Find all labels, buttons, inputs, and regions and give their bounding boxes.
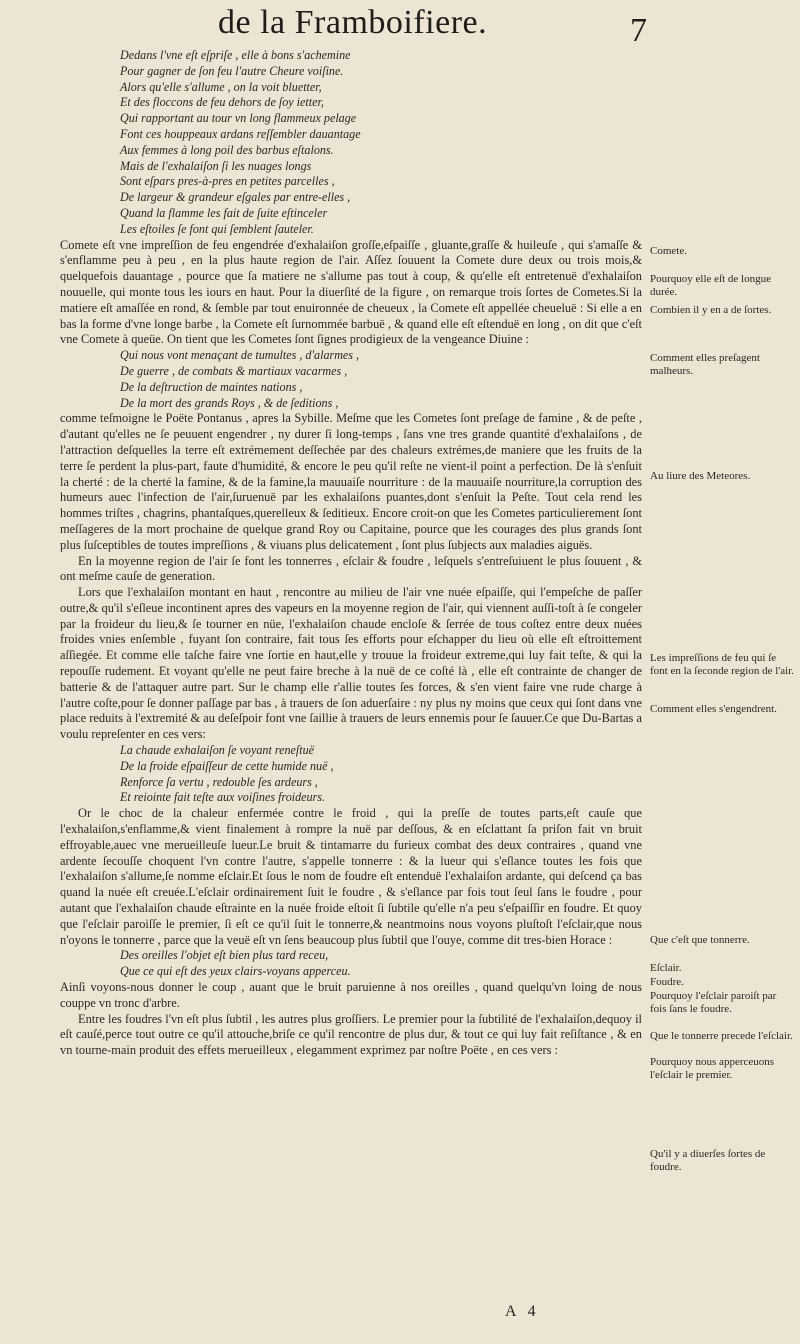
verse-line: Des oreilles l'objet eſt bien plus tard receu,: [120, 948, 329, 963]
margin-note: Qu'il y a diuerſes ſortes de foudre.: [650, 1148, 766, 1173]
margin-note: Comment elles s'engendrent.: [650, 703, 777, 715]
margin-note: Les impreſſions de feu qui ſe font en la ſeconde region de l'air.: [650, 652, 795, 677]
paragraph-exhalaison: Lors que l'exhalaiſon montant en haut , rencontre au milieu de l'air vne nuée eſpaiſſe, qui l'empeſche de paſſer outre,& qu'il s'eſleue incontinent apres des vapeurs en la moyenne region de l'air, qui viennent auſſi-toſt à ſe congeler par la froideur du lieu,& ſe tourner en nüe, l'exhalaiſon chaude encloſe & ſerrée de tous coſtez entre deux nuées froides vnies enſemble , fuyant ſon contraire, fait tous ſes efforts pour eſchapper du lieu où elle eſt eſtroittement aſſiegée. Et comme elle taſche faire vne ſortie en haut,elle y trouue la froideur extreme,qui luy fait teſte, & qui la repouſſe rudement. Et voyant qu'elle ne peut faire breche à la nuë de ce coſté là , elle eſt contrainte de changer de batterie & de l'attaquer autre part. Sur le champ elle r'allie toutes ſes forces, & s'en vient faire vne rude charge à l'autre coſte,pour ſe donner paſſage par bas , à trauers de ſon aduerſaire : ny plus ny moins que ceux qui ſont dans vne place reduits à l'extremité & au deſeſpoir font vne ſaillie à trauers de leurs ennemis pour ſe ſauuer.Ce que Du-Bartas a voulu repreſenter en ces vers:: [60, 585, 642, 742]
margin-note: Comment elles preſagent malheurs.: [650, 352, 760, 377]
verse-line: De la deſtruction de maintes nations ,: [120, 379, 303, 394]
verse-line: De la froide eſpaiſſeur de cette humide nuë ,: [120, 758, 334, 773]
verse-line: Les eſtoiles ſe font qui ſemblent ſauteler.: [120, 221, 314, 236]
running-header: de la Framboifiere.: [218, 4, 488, 41]
margin-note: Comete.: [650, 245, 687, 257]
margin-note: Combien il y en a de ſortes.: [650, 304, 772, 316]
verse-line: Dedans l'vne eſt eſpriſe , elle à bons s'achemine: [120, 48, 351, 62]
margin-note: Foudre.: [650, 976, 684, 988]
verse-line: La chaude exhalaiſon ſe voyant reneſtuë: [120, 743, 315, 758]
verse-line: De la mort des grands Roys , & de ſeditions ,: [120, 395, 339, 410]
margin-note: Que c'eſt que tonnerre.: [650, 934, 750, 946]
margin-note: Eſclair.: [650, 962, 682, 974]
margin-note: Pourquoy nous apperceuons l'eſclair le premier.: [650, 1056, 775, 1081]
verse-line: Qui rapportant au tour vn long flammeux pelage: [120, 111, 357, 126]
verse-line: Quand la flamme les fait de ſuite eſtinceler: [120, 205, 328, 220]
paragraph-foudres: Entre les foudres l'vn eſt plus ſubtil , les autres plus groſſiers. Le premier pour la ſubtilité de l'exhalaiſon,dequoy il eſt cauſé,perce tout outre ce qu'il attouche,briſe ce qu'il rencontre de plus dur, & tout ce qui luy fait reſiſtance , & en vn tourne-main produit des effets merueilleux , elegamment exprimez par noſtre Poëte , en ces vers :: [60, 1011, 642, 1058]
verse-line: De guerre , de combats & martiaux vacarmes ,: [120, 363, 348, 378]
margin-note: Que le tonnerre precede l'eſclair.: [650, 1030, 793, 1042]
page-number: 7: [630, 12, 647, 49]
verse-line: Mais de l'exhalaiſon ſi les nuages longs: [120, 158, 312, 173]
verse-line: Aux femmes à long poil des barbus eſtalons.: [120, 142, 334, 157]
verse-line: Et reiointe fait teſte aux voiſines froideurs.: [120, 790, 325, 805]
paragraph-moyenne-region: En la moyenne region de l'air ſe font les tonnerres , eſclair & foudre , leſquels s'entreſuiuent le plus ſouuent , & ont meſme cauſe de generation.: [60, 553, 642, 584]
verse-line: Et des floccons de feu dehors de ſoy ietter,: [120, 95, 324, 110]
paragraph-tonnerre: Or le choc de la chaleur enfermée contre le froid , qui la preſſe de toutes parts,eſt cauſe que l'exhalaiſon,s'enflamme,& vient finalement à rompre la nuë par deſſous, & en eſclattant ſa priſon fait vn bruit effroyable,auec vne merueilleuſe lueur.Le bruit & tintamarre du furieux combat des deux contraires , quand vne ardente ſecouſſe choquent l'vn contre l'autre, s'appelle tonnerre : & la lueur qui s'eſlance toutes les fois que l'exhalaiſon s'allume,ſe nomme eſclair.Et ſous le nom de foudre eſt entenduë l'exhalaiſon ardante, qui deſcend ça bas quand la nuée eſt creuée.L'eſclair ordinairement ſuit le foudre , & s'eſlance par fois tout ſeul ſans le foudre , pour autant que l'exhalaiſon chaude eſtrainte en la nuée froide eſtoit ſi ſubtile qu'elle n'a peu s'eſpaiſſir en foudre. Et quoy que l'eſclair paroiſſe le premier, ſi eſt ce qu'il ſuit le tonnerre,& neantmoins nous voyons pluſtoſt l'eſclair,que nous n'oyons le tonnerre , parce que la veuë eſt vn ſens beaucoup plus ſubtil que l'ouye, comme dit tres-bien Horace :: [60, 806, 642, 947]
paragraph-ainsi: Ainſi voyons-nous donner le coup , auant que le bruit paruienne à nos oreilles , quand quelqu'vn loing de nous couppe vn tronc d'arbre.: [60, 980, 642, 1010]
verse-line: Que ce qui eſt des yeux clairs-voyans apperceu.: [120, 964, 351, 979]
verse-line: Sont eſpars pres-à-pres en petites parcelles ,: [120, 174, 335, 189]
margin-note: Pourquoy elle eſt de longue durée.: [650, 273, 771, 298]
margin-note: Au liure des Meteores.: [650, 470, 751, 482]
verse-line: De largeur & grandeur eſgales par entre-elles ,: [120, 190, 351, 205]
verse-line: Qui nous vont menaçant de tumultes , d'alarmes ,: [120, 348, 360, 363]
verse-line: Renforce ſa vertu , redouble ſes ardeurs ,: [120, 774, 318, 789]
signature-mark: A 4: [505, 1303, 540, 1320]
verse-line: Font ces houppeaux ardans reſſembler dauantage: [120, 126, 361, 141]
verse-line: Alors qu'elle s'allume , on la voit bluetter,: [120, 79, 322, 94]
verse-line: Pour gagner de ſon feu l'autre Cheure voiſine.: [120, 63, 344, 78]
margin-note: Pourquoy l'eſclair paroiſt par fois ſans le foudre.: [650, 990, 777, 1015]
paragraph-comete: Comete eſt vne impreſſion de feu engendrée d'exhalaiſon groſſe,eſpaiſſe , gluante,graſſe & huileuſe , qui s'amaſſe & s'enflamme peu à peu , en la plus haute region de l'air. Aſſez ſouuent la Comete dure deux ou trois mois,& quelquefois dauantage , pource que ſa matiere ne s'allume pas tout à coup, & qu'elle eſt entretenuë d'exhalaiſon nouuelle, qui monte tous les iours en haut. Pour la diuerſité de la figure , on remarque trois ſortes de Cometes.Si la matiere eſt amaſſée en rond, & ſemble par tout enuironnée de cheueux , la Comete eſt appellée cheueluë : Si elle a en bas la forme d'vne longe barbe , la Comete eſt ſurnommée barbuë , & quand elle eſt eſtenduë en long , on dit que c'eſt vne Comete à queüe. On tient que les Cometes ſont ſignes prodigieux de la vengeance Diuine :: [60, 237, 642, 347]
main-text: [60, 48, 642, 1059]
paragraph-presage: comme teſmoigne le Poëte Pontanus , apres la Sybille. Meſme que les Cometes ſont preſage de famine , & de peſte , d'autant qu'elles ne ſe peuuent engendrer , ny durer ſi long-temps , ſans vne tres grande quantité d'exhalaiſons , de l'attraction deſquelles la terre eſt extrémement deſſechée par des chaleurs extrémes,de maniere que les fruits de la terre ſe perdent la plus-part, faute d'humidité, & encore le peu qu'il reſte ne vient-il point a perfection. De là s'enſuit la cherté : de la cherté la famine, & de la famine,la mauuaiſe nourriture : de la mauuaiſe nourriture,la corruption des humeurs auec l'infection de l'air,ſuruenuë par les exhalaiſons puantes,dont s'enſuit la Peſte. Tout cela rend les hommes triſtes , chagrins, phantaſques,querelleux & ſeditieux. Encore croit-on que les Cometes particulierement ſont meſſageres de la mort prochaine de quelque grand Roy ou Capitaine, pource que les courages des plus grands ſont plus ſuſceptibles de toutes impreſſions , & viuans plus delicatement , ſont plus ſubjects aux maladies aiguës.: [60, 411, 642, 552]
